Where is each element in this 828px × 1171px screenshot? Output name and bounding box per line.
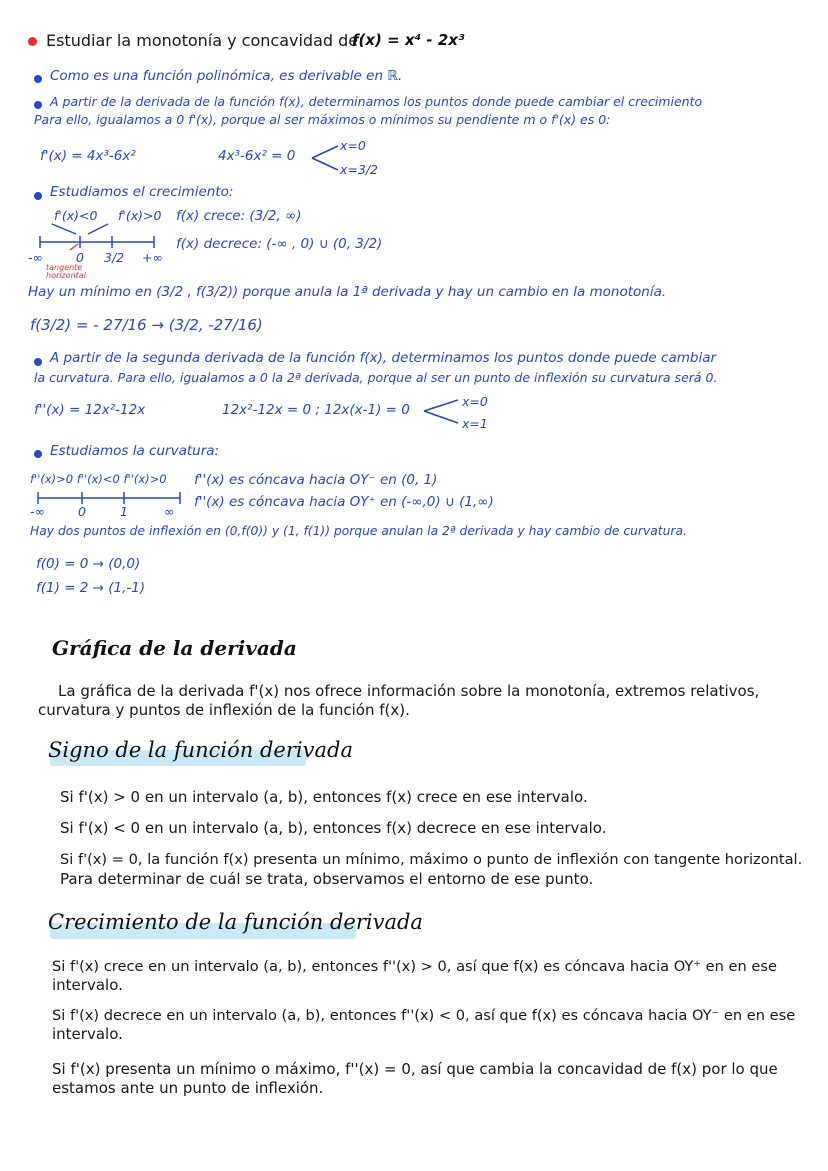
intro-task: Estudiar la monotonía y concavidad de:: [46, 31, 364, 50]
subtitle-crecimiento: Crecimiento de la función derivada: [48, 910, 423, 934]
section-intro-1: La gráfica de la derivada f'(x) nos ofrece información sobre la monotonía, extremos relativos,: [58, 682, 760, 700]
minimum-value: f(3/2) = - 27/16 → (3/2, -27/16): [30, 316, 263, 334]
note-line2: A partir de la derivada de la función f(x), determinamos los puntos donde puede cambiar el crecimiento: [50, 94, 703, 109]
note-line1: Como es una función polinómica, es derivable en ℝ.: [50, 68, 403, 84]
f1-value: f(1) = 2 → (1,-1): [36, 580, 146, 596]
signo-rule-3b: Para determinar de cuál se trata, observamos el entorno de ese punto.: [60, 870, 594, 888]
note-line4: A partir de la segunda derivada de la función f(x), determinamos los puntos donde puede cambiar: [50, 350, 717, 366]
curvature-signs: f''(x)>0 f''(x)<0 f''(x)>0: [30, 472, 167, 486]
axis1-zero: 0: [76, 250, 84, 265]
crec-rule-2b: intervalo.: [52, 1025, 123, 1043]
tangent-note: tangente horizontal: [46, 263, 86, 280]
inflexion-note: Hay dos puntos de inflexión en (0,f(0)) y (1, f(1)) porque anulan la 2ª derivada y hay cambio de curvatura.: [30, 524, 687, 538]
axis2-zero: 0: [78, 504, 86, 519]
crec-rule-2a: Si f'(x) decrece en un intervalo (a, b), entonces f''(x) < 0, así que f(x) es cóncava hacia OY⁻ en en ese: [52, 1007, 796, 1024]
first-derivative: f'(x) = 4x³-6x²: [40, 148, 136, 164]
second-derivative: f''(x) = 12x²-12x: [34, 402, 146, 418]
axis2-one: 1: [120, 504, 128, 519]
concave-minus: f''(x) es cóncava hacia OY⁻ en (0, 1): [194, 472, 438, 488]
signo-rule-2: Si f'(x) < 0 en un intervalo (a, b), entonces f(x) decrece en ese intervalo.: [60, 819, 607, 837]
axis1-neg-inf: -∞: [28, 250, 43, 265]
bullet-dot: [34, 450, 42, 458]
roots-arrow-icon: [310, 142, 340, 172]
growth-title: Estudiamos el crecimiento:: [50, 184, 234, 200]
note-line5: la curvatura. Para ello, igualamos a 0 la 2ª derivada, porque al ser un punto de inflexión su curvatura será 0.: [34, 370, 718, 385]
bullet-dot: [34, 75, 42, 83]
equation-1: 4x³-6x² = 0: [218, 148, 296, 164]
section-title: Gráfica de la derivada: [52, 636, 297, 660]
bullet-dot: [28, 37, 37, 46]
section-intro-2: curvatura y puntos de inflexión de la función f(x).: [38, 701, 410, 719]
concave-plus: f''(x) es cóncava hacia OY⁺ en (-∞,0) ∪ (1,∞): [194, 494, 494, 510]
minimum-note: Hay un mínimo en (3/2 , f(3/2)) porque anula la 1ª derivada y hay un cambio en la monotonía.: [28, 284, 667, 300]
sign-negative: f'(x)<0: [54, 208, 98, 223]
equation-2: 12x²-12x = 0 ; 12x(x-1) = 0: [222, 402, 410, 418]
bullet-dot: [34, 192, 42, 200]
crec-rule-3a: Si f'(x) presenta un mínimo o máximo, f''(x) = 0, así que cambia la concavidad de f(x) por lo que: [52, 1060, 778, 1078]
decrece-interval: f(x) decrece: (-∞ , 0) ∪ (0, 3/2): [176, 236, 383, 252]
intro-function: f(x) = x⁴ - 2x³: [352, 31, 465, 49]
number-line-growth: [30, 224, 160, 264]
root-2a: x=0: [462, 394, 488, 409]
crec-rule-1a: Si f'(x) crece en un intervalo (a, b), entonces f''(x) > 0, así que f(x) es cóncava hacia OY⁺ en en ese: [52, 958, 777, 975]
root-1a: x=0: [340, 138, 366, 153]
axis1-pos-inf: +∞: [142, 250, 163, 265]
bullet-dot: [34, 358, 42, 366]
note-line3: Para ello, igualamos a 0 f'(x), porque al ser máximos o mínimos su pendiente m o f'(x) es 0:: [34, 112, 611, 127]
signo-rule-1: Si f'(x) > 0 en un intervalo (a, b), entonces f(x) crece en ese intervalo.: [60, 788, 588, 806]
crece-interval: f(x) crece: (3/2, ∞): [176, 208, 302, 224]
bullet-dot: [34, 101, 42, 109]
number-line-curvature: [34, 488, 184, 508]
axis2-inf: ∞: [164, 504, 175, 519]
signo-rule-3a: Si f'(x) = 0, la función f(x) presenta un mínimo, máximo o punto de inflexión con tangente horizontal.: [60, 851, 803, 868]
root-1b: x=3/2: [340, 162, 378, 177]
axis2-neg-inf: -∞: [30, 504, 45, 519]
f0-value: f(0) = 0 → (0,0): [36, 556, 141, 572]
root-2b: x=1: [462, 416, 488, 431]
crec-rule-1b: intervalo.: [52, 976, 123, 994]
roots-arrow-icon: [422, 396, 462, 426]
subtitle-signo: Signo de la función derivada: [48, 738, 353, 762]
axis1-three-halves: 3/2: [104, 250, 125, 265]
sign-positive: f'(x)>0: [118, 208, 162, 223]
crec-rule-3b: estamos ante un punto de inflexión.: [52, 1079, 324, 1097]
curvature-title: Estudiamos la curvatura:: [50, 443, 220, 459]
